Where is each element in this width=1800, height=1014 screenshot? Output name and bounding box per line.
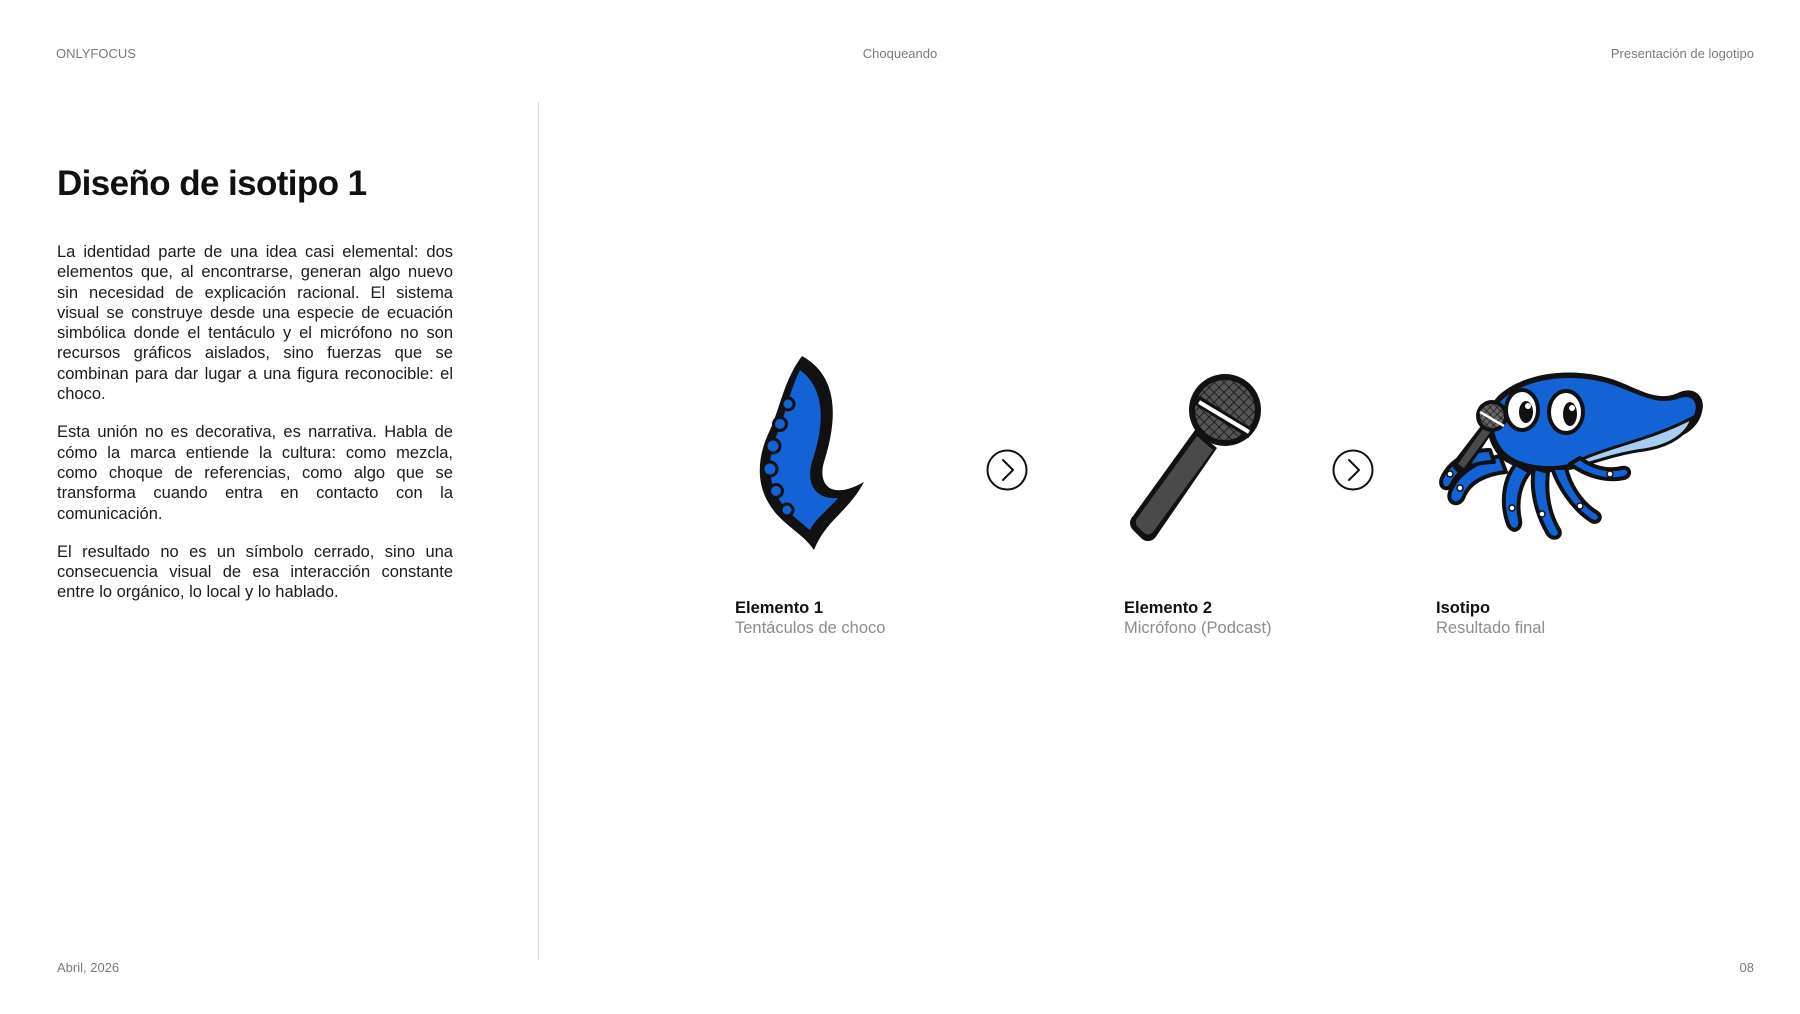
microphone-icon (1125, 372, 1261, 544)
footer-date: Abril, 2026 (57, 960, 120, 975)
header-section: Presentación de logotipo (1610, 46, 1754, 61)
chevron-right-icon (1332, 449, 1374, 491)
element-2-subtitle: Micrófono (Podcast) (1124, 619, 1272, 637)
column-divider (538, 102, 539, 960)
body-text (57, 242, 453, 621)
element-1-caption (735, 598, 885, 638)
element-1-title: Elemento 1 (735, 599, 824, 617)
isotipo-subtitle: Resultado final (1436, 619, 1546, 637)
paragraph-3: El resultado no es un símbolo cerrado, sino una consecuencia visual de esa interacción constante entre lo orgánico, lo local y lo hablado. (57, 542, 453, 602)
paragraph-1: La identidad parte de una idea casi elemental: dos elementos que, al encontrarse, generan algo nuevo sin necesidad de explicación racional. El sistema visual se construye desde una especie de ecuación simbólica donde el tentáculo y el micrófono no son recursos gráficos aislados, sino fuerzas que se combinan para dar lugar a una figura reconocible: el choco. (57, 243, 453, 404)
tentacle-icon (740, 352, 870, 557)
header-brand: ONLYFOCUS (56, 46, 136, 61)
page-number: 08 (1739, 960, 1754, 975)
isotipo-caption (1436, 598, 1545, 638)
element-2-caption (1124, 598, 1272, 638)
isotipo-title: Isotipo (1436, 599, 1491, 617)
chevron-right-icon (986, 449, 1028, 491)
paragraph-2: Esta unión no es decorativa, es narrativa. Habla de cómo la marca entiende la cultura: como mezcla, como choque de referencias, como algo que se transforma cuando entra en contacto con la comunicación. (57, 423, 453, 523)
element-1-subtitle: Tentáculos de choco (735, 619, 886, 637)
page-title: Diseño de isotipo 1 (57, 164, 367, 203)
cuttlefish-icon (1430, 368, 1705, 550)
element-2-title: Elemento 2 (1124, 599, 1213, 617)
header-project: Choqueando (862, 46, 938, 61)
